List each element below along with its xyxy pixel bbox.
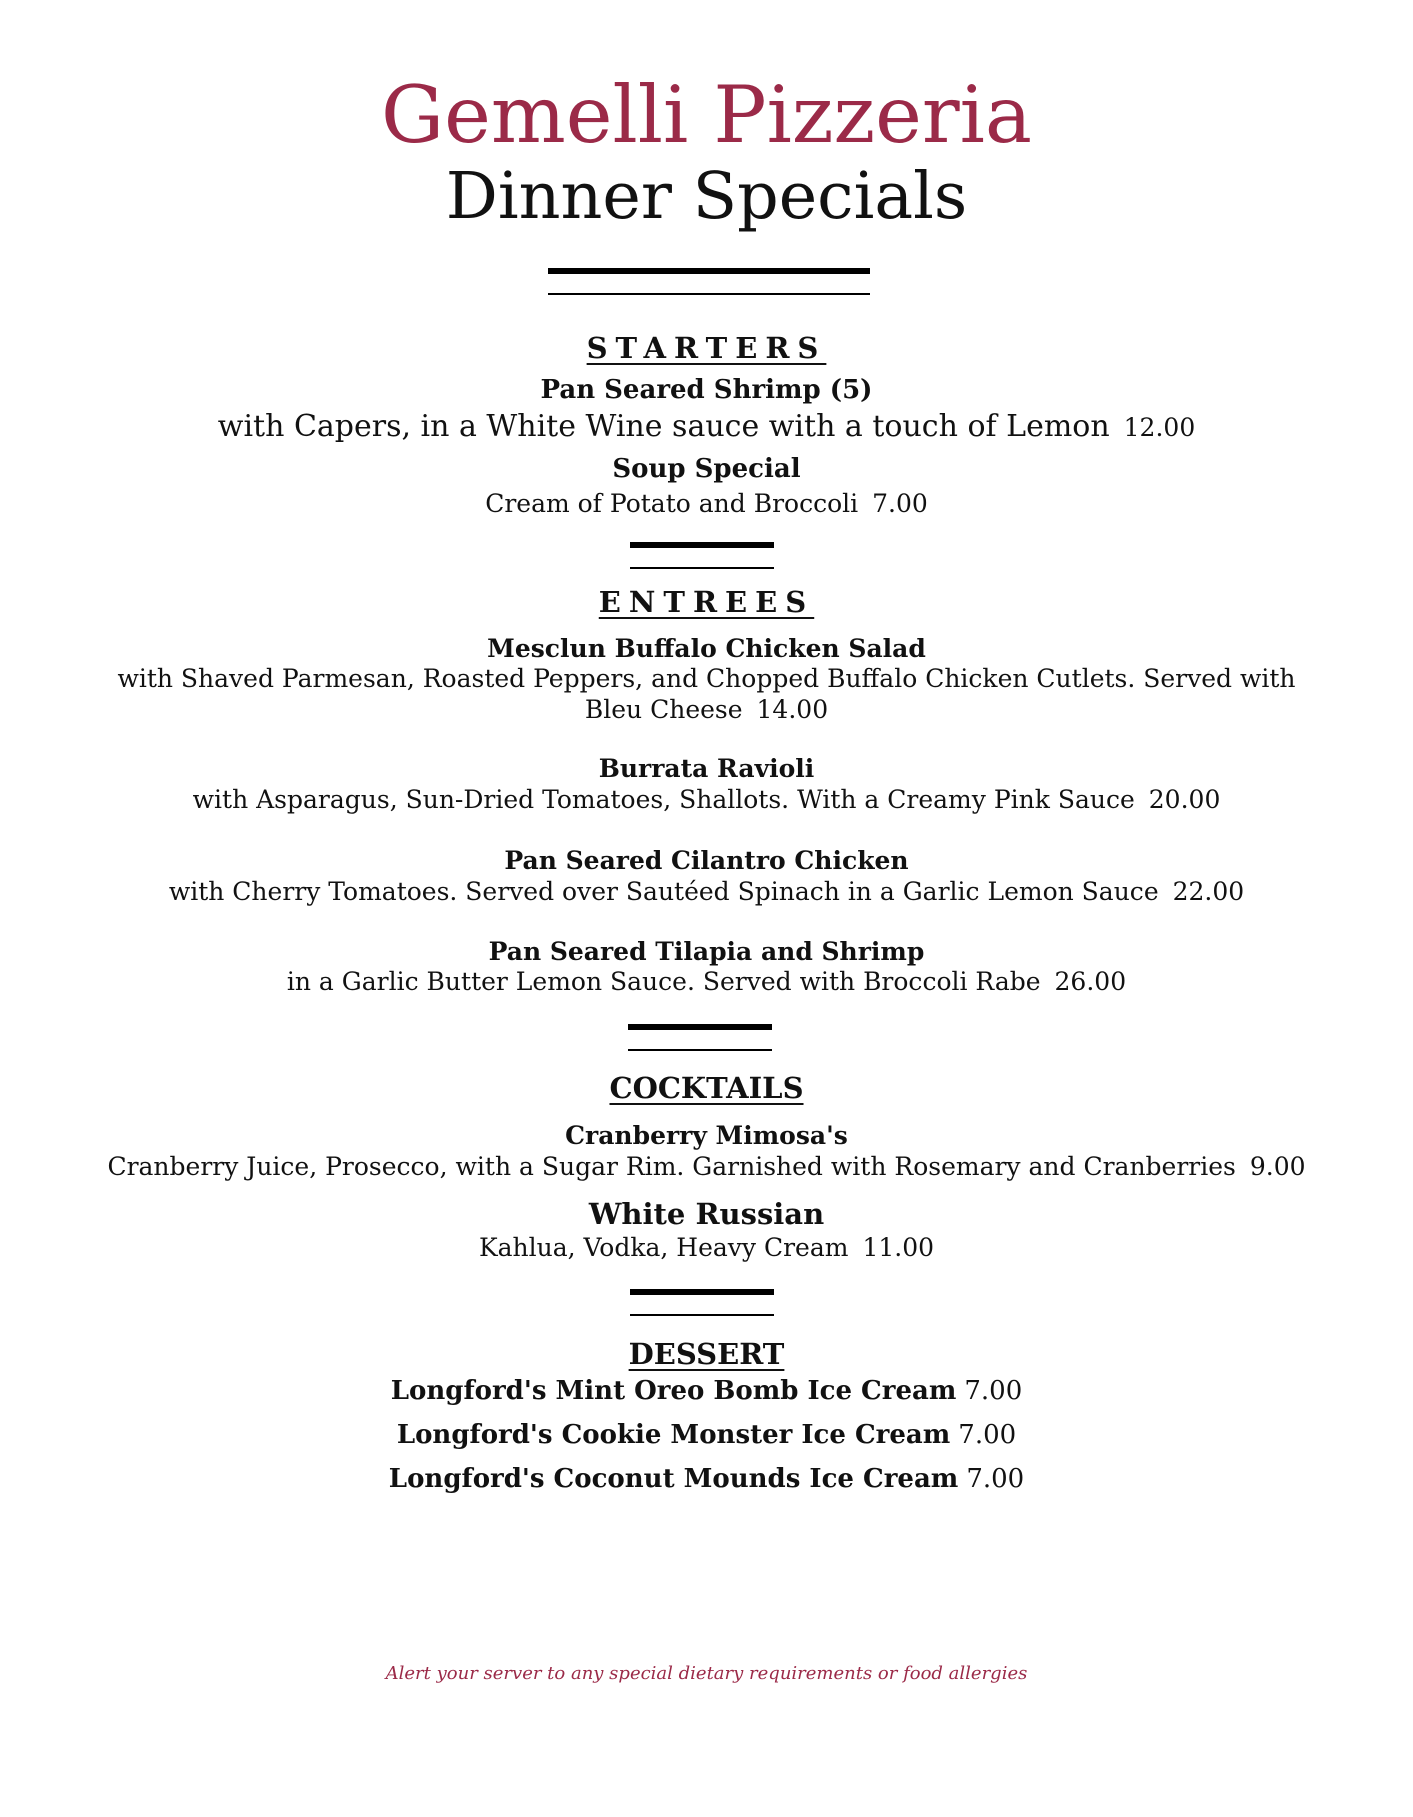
dessert-heading: DESSERT	[628, 1337, 785, 1371]
dessert-item	[0, 1374, 1413, 1408]
entree-desc-text: with Shaved Parmesan, Roasted Peppers, and Chopped Buffalo Chicken Cutlets. Served with Bleu Cheese	[117, 664, 1296, 724]
section-divider-thin	[630, 1314, 774, 1316]
entree-desc-tilapia	[0, 966, 1413, 998]
starters-heading: STARTERS	[586, 331, 827, 365]
starter-name-shrimp: Pan Seared Shrimp (5)	[540, 375, 873, 405]
entree-desc-text: with Cherry Tomatoes. Served over Sautéed Spinach in a Garlic Lemon Sauce	[168, 877, 1159, 906]
entree-desc-ravioli	[0, 784, 1413, 816]
cocktail-desc-text: Kahlua, Vodka, Heavy Cream	[478, 1233, 849, 1262]
cocktail-price: 11.00	[862, 1233, 935, 1262]
cocktail-name-russian: White Russian	[588, 1197, 825, 1231]
entree-name-chicken: Pan Seared Cilantro Chicken	[504, 846, 909, 875]
entree-price: 20.00	[1148, 785, 1221, 814]
starter-desc-soup	[0, 488, 1413, 520]
dessert-item	[0, 1462, 1413, 1496]
cocktail-desc-text: Cranberry Juice, Prosecco, with a Sugar Rim. Garnished with Rosemary and Cranberries	[107, 1152, 1236, 1181]
entree-desc-salad	[110, 663, 1303, 725]
section-divider-thin	[630, 567, 774, 569]
cocktail-desc-mimosa	[0, 1151, 1413, 1183]
header-rule-thin	[548, 293, 870, 295]
entree-desc-text: in a Garlic Butter Lemon Sauce. Served with Broccoli Rabe	[286, 967, 1041, 996]
starter-desc-text: with Capers, in a White Wine sauce with a touch of Lemon	[217, 409, 1110, 444]
entree-price: 14.00	[756, 695, 829, 724]
entree-name-tilapia: Pan Seared Tilapia and Shrimp	[488, 937, 925, 966]
cocktails-heading: COCKTAILS	[609, 1071, 804, 1105]
dessert-price: 7.00	[964, 1376, 1023, 1406]
entree-price: 22.00	[1172, 877, 1245, 906]
starter-desc-shrimp	[0, 408, 1413, 447]
restaurant-title: Gemelli Pizzeria	[381, 69, 1032, 161]
cocktail-desc-russian	[0, 1232, 1413, 1264]
dessert-name: Longford's Cookie Monster Ice Cream	[396, 1420, 951, 1450]
dessert-price: 7.00	[966, 1464, 1025, 1494]
starter-price: 12.00	[1123, 413, 1196, 442]
starter-desc-text: Cream of Potato and Broccoli	[485, 489, 859, 518]
dessert-price: 7.00	[958, 1420, 1017, 1450]
allergy-note: Alert your server to any special dietary requirements or food allergies	[385, 1663, 1028, 1684]
entree-name-ravioli: Burrata Ravioli	[598, 754, 815, 783]
entree-desc-text: with Asparagus, Sun-Dried Tomatoes, Shallots. With a Creamy Pink Sauce	[192, 785, 1135, 814]
section-divider-thin	[628, 1049, 772, 1051]
cocktail-price: 9.00	[1249, 1152, 1306, 1181]
entree-desc-chicken	[0, 876, 1413, 908]
section-divider-thick	[628, 1024, 772, 1030]
dessert-name: Longford's Mint Oreo Bomb Ice Cream	[390, 1376, 957, 1406]
section-divider-thick	[630, 542, 774, 548]
section-divider-thick	[630, 1289, 774, 1295]
menu-subtitle: Dinner Specials	[445, 159, 968, 234]
starter-price: 7.00	[872, 489, 928, 518]
dessert-name: Longford's Coconut Mounds Ice Cream	[388, 1464, 959, 1494]
starter-name-soup: Soup Special	[612, 454, 801, 484]
dessert-item	[0, 1418, 1413, 1452]
entree-name-salad: Mesclun Buffalo Chicken Salad	[487, 634, 926, 663]
entrees-heading: ENTREES	[598, 585, 815, 619]
entree-price: 26.00	[1054, 967, 1127, 996]
cocktail-name-mimosa: Cranberry Mimosa's	[565, 1121, 848, 1150]
header-rule-thick	[548, 268, 870, 274]
